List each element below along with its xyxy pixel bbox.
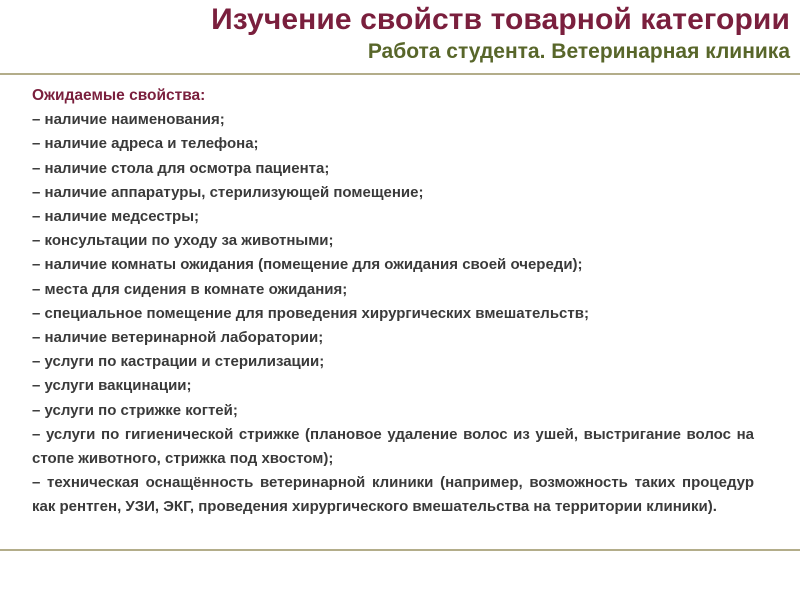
- list-item: – наличие медсестры;: [32, 208, 200, 226]
- slide-title: Изучение свойств товарной категории: [211, 3, 790, 36]
- list-item: – места для сидения в комнате ожидания;: [32, 280, 348, 298]
- list-item: – наличие аппаратуры, стерилизующей помещение;: [32, 183, 424, 201]
- list-item: – наличие комнаты ожидания (помещение для ожидания своей очереди);: [32, 256, 583, 274]
- list-item: – наличие адреса и телефона;: [32, 135, 259, 153]
- content-body: [32, 84, 754, 520]
- bottom-divider: [0, 549, 800, 551]
- properties-heading: Ожидаемые свойства:: [32, 87, 206, 104]
- list-item: – консультации по уходу за животными;: [32, 232, 334, 250]
- list-item: – наличие наименования;: [32, 111, 225, 129]
- list-item: – наличие ветеринарной лаборатории;: [32, 329, 324, 347]
- list-item: – специальное помещение для проведения хирургических вмешательств;: [32, 304, 589, 322]
- top-divider: [0, 73, 800, 75]
- list-paragraph-equipment: – техническая оснащённость ветеринарной клиники (например, возможность таких процедур как рентген, УЗИ, ЭКГ, проведения хирургического вмешательства на территории клиники).: [32, 474, 754, 516]
- list-item: – услуги по кастрации и стерилизации;: [32, 353, 325, 371]
- list-paragraph-grooming: – услуги по гигиенической стрижке (плановое удаление волос из ушей, выстригание волос на стопе животного, стрижка под хвостом);: [32, 425, 754, 468]
- list-item: – наличие стола для осмотра пациента;: [32, 159, 330, 177]
- list-item: – услуги по стрижке когтей;: [32, 401, 238, 419]
- list-item: – услуги вакцинации;: [32, 377, 192, 395]
- slide-subtitle: Работа студента. Ветеринарная клиника: [367, 40, 790, 63]
